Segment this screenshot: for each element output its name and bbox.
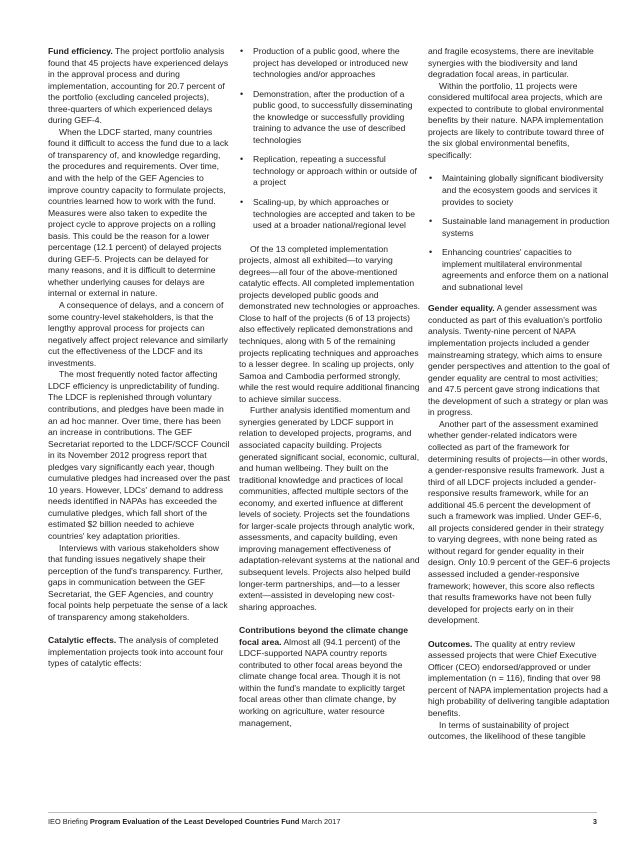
bullet-icon: • (429, 173, 433, 184)
paragraph: Another part of the assessment examined whether gender-related indicators were collected as part of the framework for determining results of projects—in other words, a gender-responsive results framework. Just a third of all LDCF projects included a gender-responsive results framework, while for an additional 45.6 percent the development of such a framework was implied. Under GEF-6, all projects considered gender in their strategy to varying degrees, with none being rated as without regard for gender equality in their design. Only 10.9 percent of the GEF-6 projects assessed included a gender-responsive framework; however, this score also reflects that results frameworks have not been fully developed for projects early on in their development. (428, 418, 610, 626)
list-item (239, 197, 421, 232)
list-item-text: Scaling-up, by which approaches or technologies are accepted and taken to be used at a broader national/regional level (253, 197, 415, 231)
paragraph-contributions-beyond (239, 625, 421, 729)
catalytic-effects-list (239, 46, 421, 232)
bullet-icon: • (240, 88, 244, 99)
list-item (428, 216, 610, 239)
list-item (428, 173, 610, 208)
paragraph: Within the portfolio, 11 projects were considered multifocal area projects, which are expected to contribute to global environmental benefits by their nature. NAPA implementation projects are likely to contribute toward three of the six global environmental benefits, specifically: (428, 80, 604, 160)
list-item-text: Replication, repeating a successful technology or approach within or outside of a project (253, 154, 417, 188)
paragraph: In terms of sustainability of project outcomes, the likelihood of these tangible (428, 719, 586, 742)
list-item (239, 46, 421, 81)
footer-citation (48, 815, 340, 829)
paragraph: When the LDCF started, many countries found it difficult to access the fund due to a lack of transparency of, and knowledge regarding, the procedures and requirements. Over time, and with the help of the GEF Agencies to improve country capacity to formulate projects, countries learned how to work with the fund. Measures were also taken to expedite the project cycle to approve projects on a rolling basis. This could be the reason for a lower percentage (12.1 percent) of delayed projects during GEF-5. Projects can be delayed for many reasons, and it is difficult to determine whether underlying causes for delays are internal or external in nature. (48, 126, 229, 299)
paragraph-text: The quality at entry review assessed projects that were Chief Executive Officer (CEO) endorsed/approved or under implementation (n = 116), finding that over 98 percent of NAPA implementation projects had a high probability of delivering tangible adaptation benefits. (428, 638, 610, 718)
footer-date: March 2017 (301, 817, 341, 826)
paragraph: A consequence of delays, and a concern of some country-level stakeholders, is that the lengthy approval process for projects can negatively affect project relevance and similarly cut the effectiveness of the LDCF and its investments. (48, 300, 228, 368)
bullet-icon: • (429, 216, 433, 227)
bullet-icon: • (240, 154, 244, 165)
list-item-text: Sustainable land management in production systems (442, 216, 610, 238)
paragraph-text: The analysis of completed implementation projects took into account four types of catalytic effects: (48, 635, 224, 669)
heading-gender-equality: Gender equality. (428, 303, 495, 314)
paragraph: The most frequently noted factor affecting LDCF efficiency is unpredictability of funding. The LDCF is replenished through voluntary contributions, and pledges have been made in an ad hoc manner. Over time, there has been an increase in contributions. The GEF Secretariat reported to the LDCF/SCCF Council in its November 2012 progress report that pledges vary significantly each year, though cumulative pledges had increased over the past 10 years. However, LDCs' demand to address needs identified in NAPAs has exceeded the cumulative pledges, which fall short of the estimated $2 billion needed to achieve countries' key adaptation priorities. (48, 369, 231, 541)
bullet-icon: • (240, 197, 244, 208)
heading-contributions-beyond: Contributions beyond the climate change focal area. (239, 625, 409, 647)
text-column-1 (48, 46, 230, 670)
paragraph-fund-efficiency (48, 46, 230, 127)
bullet-icon: • (429, 247, 433, 258)
paragraph: Of the 13 completed implementation projects, almost all exhibited—to varying degrees—all four of the above-mentioned catalytic effects. All completed implementation projects developed public goods and demonstrated new technologies or approaches. Close to half of the projects (6 of 13 projects) also effectively replicated demonstrations and techniques, along with 5 of the remaining projects replicating techniques and approaches to a lesser degree. In scaling up projects, only Samoa and Cambodia performed strongly, while the rest would require additional financing to achieve similar success. (239, 243, 421, 404)
list-item-text: Production of a public good, where the project has developed or introduced new technologies and/or approaches (253, 46, 408, 80)
text-column-3 (428, 46, 610, 743)
list-item-text: Enhancing countries' capacities to implement multilateral environmental agreements and enforce them on a national and subnational level (442, 247, 609, 292)
paragraph-gender-equality (428, 303, 610, 418)
heading-outcomes: Outcomes. (428, 638, 473, 649)
bullet-icon: • (240, 46, 244, 56)
footer-series: IEO Briefing (48, 817, 88, 826)
page-number: 3 (592, 817, 597, 826)
paragraph-text: The project portfolio analysis found that 45 projects have experienced delays in the approval process and during implementation, accounting for 20.7 percent of the portfolio (excluding canceled projects), three-quarters of which experienced delays during GEF-4. (48, 46, 229, 126)
list-item-text: Demonstration, after the production of a public good, to successfully disseminating the knowledge or successfully providing training to advance the use of described technologies (253, 88, 413, 145)
paragraph: Further analysis identified momentum and synergies generated by LDCF support in relation to developed projects, programs, and associated capacity building. Projects generated significant social, economic, cultural, and human wellbeing. They built on the traditional knowledge and practices of local communities, affected multiple sectors of the economy, and exerted influence at different levels of society. Projects set the foundations for larger-scale projects through analytic work, assessments, and capacity building, even improving management effectiveness of adaptation-relevant systems at the national and subsequent levels. Projects also helped build longer-term partnerships, and—to a lesser extent—assisted in developing new cost-sharing approaches. (239, 405, 420, 612)
paragraph-catalytic-effects (48, 635, 230, 670)
list-item (239, 154, 421, 189)
paragraph-text: A gender assessment was conducted as part of this evaluation's portfolio analysis. Twenty-nine percent of NAPA implementation projects included a gender mainstreaming strategy, which aims to ensure gender perspectives and attention to the goal of gender equality are central to most activities; and 47.5 percent gave strong indications that the development of such a strategy or plan was in progress. (428, 303, 610, 418)
paragraph-text: Almost all (94.1 percent) of the LDCF-supported NAPA country reports contributed to other focal areas beyond the climate change focal area. Though it is not within the fund's mandate to explicitly target focal areas other than climate change, by working on agriculture, water resource management, (239, 636, 405, 728)
environmental-benefits-list (428, 173, 610, 293)
paragraph-outcomes (428, 639, 610, 720)
paragraph: Interviews with various stakeholders show that funding issues negatively shape their perception of the fund's transparency. Further, gaps in communication between the GEF Secretariat, the GEF Agencies, and country focal points help perpetuate the sense of a lack of transparency among stakeholders. (48, 542, 228, 622)
list-item-text: Maintaining globally significant biodiversity and the ecosystem goods and services it provides to society (442, 173, 604, 207)
list-item (239, 89, 421, 147)
heading-catalytic-effects: Catalytic effects. (48, 635, 117, 646)
list-item (428, 247, 610, 293)
heading-fund-efficiency: Fund efficiency. (48, 46, 113, 56)
text-column-2 (239, 46, 421, 729)
footer-title: Program Evaluation of the Least Developed Countries Fund (89, 817, 300, 826)
footer-divider (48, 812, 597, 813)
page-footer (48, 815, 597, 829)
paragraph: and fragile ecosystems, there are inevitable synergies with the biodiversity and land degradation focal areas, in particular. (428, 46, 594, 80)
